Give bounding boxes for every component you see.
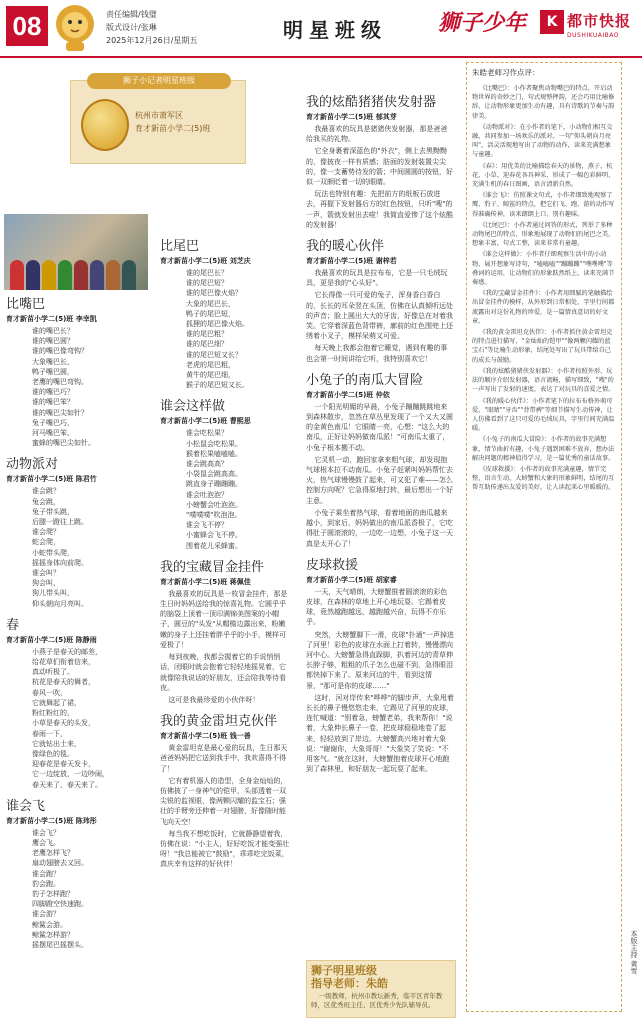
poem-line: 杭花是春天的舞者，	[32, 678, 95, 687]
logo-english: DUSHIKUAIBAO	[567, 32, 619, 39]
poem-line: 它就钻出土来，	[32, 739, 81, 748]
poem-line: 谁会跳高高？	[186, 460, 228, 469]
teacher-comments	[466, 62, 622, 1012]
poem-line: 鸭子嘴巴圆，	[32, 367, 74, 376]
article-paragraph: 一个阳光明媚的早晨，小兔子蹦蹦跳跳地来到森林散步，忽然在草丛里发现了一个又大又圆的金黄色南瓜！它眼睛一亮，心想："这么大的南瓜，正好让妈妈做南瓜派！"可南瓜太重了，小兔子根本搬不动。	[306, 402, 453, 452]
poem-line: 谁的尾巴长？	[186, 269, 228, 277]
comment-paragraph: 《我的炫酷猪猪侠发射器》：小作者按照外形、玩法的顺序介绍发射器，语言流畅，描写细致，"嗖"的一声写出了发射的速度，表达了对玩具的喜爱之情。	[472, 367, 615, 394]
article	[6, 617, 148, 790]
poem-line: 谁的嘴巴尖如针？	[32, 408, 88, 417]
article-paragraph: 我最喜欢的玩具是猪猪侠发射器，那是爸爸给我买的礼物。	[306, 125, 448, 144]
poem-line: 老虎的尾巴粗，	[186, 360, 235, 369]
column-2	[160, 238, 292, 878]
poem-line: 猴着松果嗑嗑嗑。	[186, 449, 242, 458]
banner-tab: 狮子小记者明星班级	[87, 73, 231, 89]
poem-line: 猴子的尾巴短又长。	[186, 381, 249, 390]
poem-line: 蛇会爬，	[32, 538, 60, 547]
comment-paragraph: 《小兔子的南瓜大冒险》：小作者的故事充满想象，情节曲折有趣，小兔子遇到困难不放弃，想办法解决问题的精神值得学习，是一篇优秀的童话故事。	[472, 436, 615, 462]
poem-line: 小蜜蜂会飞不停。	[186, 531, 242, 540]
page-number: 08	[6, 6, 48, 46]
lion-mascot-icon	[52, 2, 98, 52]
poem-line: 谁会吐泡泡？	[186, 490, 228, 499]
logo-mark: K	[540, 10, 564, 34]
poem-line: 狗儿带头叫，	[32, 589, 74, 598]
article-author: 育才新苗小学二(5)班 胡家睿	[306, 575, 397, 584]
brand-script: 狮子少年	[438, 10, 527, 36]
poem-line: 春风一吹，	[32, 688, 67, 697]
editor-name: 责任编辑/钱璧	[106, 10, 157, 19]
poem-line: 兔子带头跳，	[32, 507, 74, 516]
article	[306, 238, 454, 364]
article	[6, 296, 148, 448]
poem-line: 小螃蟹会吐泡泡。	[186, 500, 242, 509]
poem-line: 老鹰怎样飞？	[32, 849, 74, 858]
poem-line: 粉红粉红的，	[32, 709, 74, 718]
class-banner	[70, 76, 246, 164]
poem-line: 老鹰的嘴巴弯钩。	[32, 378, 88, 387]
editor-info	[106, 8, 197, 47]
section-title: 明星班级	[283, 18, 387, 42]
article-author: 育才新苗小学二(5)班 谢梓若	[306, 257, 397, 266]
article-title: 我的炫酷猪猪侠发射器	[306, 95, 437, 110]
poem-line: 谁会飞？	[32, 828, 60, 837]
poem-line: 摇摇身体向前爬。	[32, 558, 88, 567]
poem-line: 豹会跑。	[32, 879, 60, 888]
article-title: 谁会飞	[6, 798, 46, 814]
poem-line: "噗噗噗"吹泡泡。	[186, 511, 242, 520]
poem-line: 仰头朝向月亮叫。	[32, 599, 88, 608]
designer-name: 版式设计/张琳	[106, 23, 157, 32]
comment-paragraph: 《比尾巴》：小作者通过问答的形式，列举了多种动物尾巴的特点，形象地展现了动物们的尾巴之美，想象丰富，句式工整，读来非常有童趣。	[472, 221, 615, 248]
poem-line: 鸭子的尾巴短，	[186, 309, 235, 318]
poem-line: 春雨一下，	[32, 729, 67, 738]
poem-line: 大象嘴巴长，	[32, 357, 74, 366]
poem-line: 谁的尾巴像火焰？	[186, 289, 242, 298]
poem-line: 谁会爬？	[32, 528, 60, 537]
comment-paragraph: 《我的宝藏冒金挂件》：小作者用细腻的笔触描绘出冒金挂件的模样，从外形到日常相处，字里行间都流露出对这份礼物的珍爱，是一篇情真意切的好文章。	[472, 290, 615, 325]
comment-paragraph: 《春》：用优美的比喻描绘春天的景物，燕子、杭花、小草、迎春花各具神采，形成了一幅色彩鲜明、充满生机的春日图画，语言清新自然。	[472, 162, 615, 189]
poem-line: 兔子嘴巴巧，	[32, 418, 74, 427]
article-paragraph: 每当我不想吃饭时，它就静静望着我，仿佛在说："小主人，好好吃饭才能变强壮呀！"我总能被它"鼓励"，乖乖吃完饭菜，真庆幸有这样的好伙伴！	[160, 829, 290, 869]
poem-line: 河马嘴巴笨，	[32, 429, 74, 438]
article-author: 育才新苗小学二(5)班 陈君竹	[6, 475, 97, 484]
article-paragraph: 黄金雷坦克是最心爱的玩具，生日那天爸爸妈妈把它送到我手中，我欢喜得不得了！	[160, 744, 288, 773]
article-paragraph: 这可是我最珍爱的小伙伴呀！	[168, 695, 260, 704]
poem-line: 围着花儿采蜂蜜。	[186, 541, 242, 550]
article-author: 育才新苗小学二(5)班 李幸凯	[6, 315, 97, 323]
poem-line: 鲸鲨会游。	[32, 920, 67, 929]
article-author: 育才新苗小学二(5)班 郁其芽	[306, 113, 397, 121]
issue-date: 2025年12月26日/星期五	[106, 36, 198, 45]
poem-line: 它一边绽放，一边吵闹，	[32, 770, 109, 779]
article-paragraph: 突然，大螃蟹脚下一滑，皮球"扑通"一声掉进了河里！彩色的皮球在水面上打着转，慢慢漂向河中心。大螃蟹急得直跺脚，扒着河边的青草伸长脖子够，粗粗的爪子怎么也碰不到，急得眼泪都快掉下来了。原来河边的牛，看到这情景，"那可是你的皮球……"	[306, 630, 454, 690]
banner-district: 杭州市萧军区	[135, 111, 183, 120]
article-paragraph: 每天晚上我都会抱着它睡觉，遇到有趣的事也会第一时间讲给它听，我特别喜欢它！	[306, 344, 448, 363]
poem-line: 鹰会飞。	[32, 838, 60, 847]
article-paragraph: 一天，天气晴朗，大螃蟹推着圆滚滚的彩色皮球，在森林的草地上开心地玩耍。它踢着皮球，竟然越跑越远，越跑越兴奋，玩得不亦乐乎。	[306, 587, 448, 627]
poem-line: 谁的嘴巴像弯钩？	[32, 347, 88, 356]
column-1	[6, 296, 148, 958]
comment-paragraph: 《动物派对》：在小作者的笔下，小动物们相互交融，共同参加一场欢乐的派对。一句"仰头朝向月亮叫"，活灵活现地写出了动物的动作，读来充满想象与童趣。	[472, 123, 613, 159]
poem-line: 谁会游？	[32, 910, 60, 919]
banner-class: 育才新苗小学二(5)班	[135, 124, 211, 133]
article	[6, 456, 148, 608]
article-title: 小兔子的南瓜大冒险	[306, 372, 424, 388]
article-paragraph: 玩法也特别有趣：先把前方的纸板石放进去，再握下发射器后方的红色按钮，只听"嗖"的一声，箭就发射出去啦！我简直爱惨了这个炫酷的发射器！	[306, 190, 453, 229]
article-paragraph: 它灵机一动，跑回家拿来粗气球，却发现抱气球根本拉不动南瓜。小兔子赶紧叫妈妈帮忙去火，热气球慢慢鼓了起来，可又犯了难——怎么控制方向呢？它急得原地打转，最后想出一个好主意。	[306, 455, 453, 505]
poem-line: 小松鼠会吃松果。	[186, 439, 242, 448]
poem-line: 小袋鼠会跳高高。	[186, 470, 242, 479]
poem-line: 豹子怎样跑？	[32, 889, 74, 898]
article-paragraph: 它长得像一只可爱的兔子，浑身香白香白的，长长的耳朵竖在头顶，仿佛在认真倾听远处的声音；脸上圆出大大的牙齿，好像总在对着我笑。它穿着深蓝色背带裤，廓前的红色围兜上还绣着小叉子，模样呆萌又可爱。	[306, 291, 453, 341]
poem-line: 谁的嘴巴笨？	[32, 398, 74, 407]
newspaper-logo	[540, 10, 638, 44]
poem-line: 谁会跳？	[32, 487, 60, 496]
poem-line: 谁的尾巴短？	[186, 279, 228, 288]
article	[6, 798, 148, 950]
article	[306, 372, 454, 549]
comment-paragraph: 《皮球救援》：小作者的故事充满童趣，情节完整，语言生动，大螃蟹和大象的形象鲜明，结尾的互帮互助传递出友爱的美好，让人读起来心里暖暖的。	[472, 465, 615, 492]
article-paragraph: 小兔子乘坐着热气球，看着地面的南瓜越来越小，到家后，妈妈做出的南瓜派香极了，它吃得肚子圆滚滚的，一边吃一边想，小兔子这一天真是太开心了！	[306, 508, 453, 548]
comment-paragraph: 《谁会这样做》：小作者仔细观察生活中的小动物，展开想象写诗句，"嗑嗑嗑""蹦蹦蹦""噗噗噗"等叠词的运用，让动物们的形象跃然纸上，读来充满节奏感。	[472, 251, 615, 287]
article-paragraph: 我最喜欢的玩具是一枚冒金挂件，那是生日时妈妈送给我的惊喜礼物。它圆乎乎的脑袋上顶着一顶印满锦美图案的小帽子，圆豆的"头发"从帽檐边露出来，粉嫩嫩的身子上还挂着胖乎乎的小手，模样可爱极了！	[160, 589, 288, 649]
poem-line: 小草是春天的头发，	[32, 719, 95, 728]
teacher-box	[306, 960, 456, 1018]
poem-line: 黄牛的尾巴细，	[186, 371, 235, 380]
poem-line: 谁会叫？	[32, 569, 60, 578]
page-header	[0, 0, 642, 58]
article-title: 我的黄金雷坦克伙伴	[160, 714, 278, 730]
comment-paragraph: 《比嘴巴》：小作者聚焦动物嘴巴的特点，开启动物世界的奇妙之门，句式规整押韵，还会巧用比喻修辞，让动物形象更加生动有趣，具有诗歌的节奏与韵律美。	[472, 85, 615, 120]
poem-line: 谁的嘴巴长？	[32, 327, 74, 335]
comment-paragraph: 《我的暖心伙伴》：小作者笔下的拉布布格外萌可爱，"眼睛""牙齿""背带裤"等细节描写生动传神，让人仿佛看到了这只可爱的毛绒玩具，字里行间充满温暖。	[472, 397, 615, 433]
article	[160, 559, 292, 705]
poem-line: 兔会跳，	[32, 497, 60, 506]
article-title: 皮球救援	[306, 557, 359, 573]
poem-line: 真动听极了。	[32, 668, 74, 677]
article-title: 我的宝藏冒金挂件	[160, 559, 265, 575]
teacher-heading-line1: 狮子明星班级	[311, 964, 377, 977]
article-author: 育才新苗小学二(5)班 陈静雨	[6, 635, 97, 644]
article-paragraph: 我最喜欢的玩具是拉布布，它是一只毛绒玩具，更是我的"心头好"。	[306, 269, 448, 288]
article-title: 比嘴巴	[6, 297, 46, 312]
article-author: 育才新苗小学二(5)班 曹熙思	[160, 417, 251, 426]
poem-line: 狗会叫，	[32, 579, 60, 588]
poem-line: 谁会飞不停？	[186, 521, 228, 530]
article-title: 动物派对	[6, 457, 59, 473]
logo-chinese: 都市快报	[567, 12, 632, 30]
article-author: 育才新苗小学二(5)班 蒋佩佳	[160, 577, 251, 586]
poem-line: 谁的嘴巴圆？	[32, 337, 74, 346]
article-title: 谁会这样做	[160, 399, 226, 415]
poem-line: 谁的尾巴粗？	[186, 330, 228, 339]
article	[160, 238, 292, 390]
poem-line: 蜜蜂的嘴巴尖如针。	[32, 439, 95, 448]
poem-line: 迎春花是春天发卡，	[32, 760, 95, 769]
poem-line: 它就舞起了裙，	[32, 698, 81, 707]
poem-line: 谁的尾巴细？	[186, 340, 228, 349]
poem-line: 春天来了，春天来了。	[32, 780, 102, 789]
page-credit: 本版主持 黄雪	[630, 930, 638, 975]
poem-line: 谁会吃松果？	[186, 429, 228, 438]
comment-paragraph: 《谁会飞》：仿照课文句式，小作者细致地观察了鹰、豹子、鲸鲨的特点，把它们飞、跑、游的动作写得准确传神，读来朗朗上口，别有趣味。	[472, 192, 615, 218]
comment-paragraph: 《我的黄金雷坦克伙伴》：小作者抓住黄金雷坦克的特点进行描写，"金灿灿的铠甲""像两颗闪耀的蓝宝石"等比喻生动形象，结尾处写出了玩具带给自己的成长与鼓励。	[472, 329, 613, 364]
teacher-heading-line2: 指导老师：朱皓	[311, 977, 388, 990]
poem-line: 谁的尾巴短又长？	[186, 350, 242, 359]
article-author: 育才新苗小学二(5)班 刘芝庆	[160, 257, 251, 265]
poem-line: 大象的尾巴长，	[186, 299, 235, 308]
article-paragraph: 它全身裹着深蓝色的"外衣"，侧上去黑黝黝的，像披夜一样有质感；肪面的发射装置尖尖的，像一支蓄势待发的箭；中间圆圆的按钮，好似一双颇眨着一切的眼睛。	[306, 147, 453, 187]
teacher-bio: 一级教师，杭州市教坛新秀，临平区青年教师，区优秀班主任、区优秀少先队辅导员。	[311, 992, 443, 1009]
poem-line: 鲸鲨怎样游？	[32, 930, 74, 939]
article-paragraph: 这时，河对岸传来"哗哗"的脚步声，大象甩着长长的鼻子慢悠悠走来，它踢见了河里的皮球，连忙喊道："别着急，螃蟹老弟，我来帮你！"说着，大象伸长鼻子一卷，把皮球稳稳地卷了起来，轻轻放到了岸边。大螃蟹高兴地对着大象说："谢谢你，大象哥哥！"大象笑了笑说："不用客气。"就在这时，大螃蟹抱着皮球开心地跑到了森林里，和好朋友一起玩耍了起来。	[306, 693, 454, 774]
banner-text	[135, 109, 210, 135]
teacher-heading	[311, 964, 388, 990]
poem-line: 小蛇带头爬，	[32, 548, 74, 557]
article-title: 比尾巴	[160, 239, 200, 254]
article-author: 育才新苗小学二(5)班 陈玮彤	[6, 816, 97, 825]
poem-line: 后腿一蹬往上跳。	[32, 518, 88, 527]
article-paragraph: 它有着机器人的造型，全身金灿灿的，仿佛披了一身神气的铠甲，头部透着一双尖锐的监视眼，像两颗闪耀的监宝石；强壮的手臂旁还伸着一对翅膀，好像随时能飞向天空！	[160, 776, 288, 826]
medal-icon	[81, 99, 129, 151]
poem-line: 小燕子是春天的邮差，	[32, 647, 102, 656]
comments-title: 朱皓老师习作点评：	[472, 68, 540, 77]
poem-line: 像绿色的毯。	[32, 749, 74, 758]
poem-line: 摇摆尾巴摇摆头。	[32, 940, 88, 949]
article	[306, 557, 454, 775]
article-title: 春	[6, 617, 20, 633]
poem-line: 跳直身子蹦蹦蹦。	[186, 480, 242, 489]
poem-line: 谁会跑？	[32, 869, 60, 878]
poem-line: 谁的嘴巴巧？	[32, 388, 74, 397]
column-3	[306, 94, 454, 782]
article-author: 育才新苗小学二(5)班 仲依	[306, 390, 390, 399]
article-title: 我的暖心伙伴	[306, 239, 385, 255]
article-paragraph: 每到夜晚，我都会握着它的手说悄悄话，闭眼时就会抱着它轻轻地摇晃着，它就像陪我说话的好朋友，还会陪我等待看夜。	[160, 653, 286, 692]
poem-line: 给花草们衔着信来，	[32, 658, 95, 667]
article	[160, 713, 292, 869]
poem-line: 扇动翅膀去又回。	[32, 859, 88, 868]
article-author: 育才新苗小学二(5)班 钱一善	[160, 732, 251, 741]
article	[160, 398, 292, 550]
article	[306, 94, 454, 230]
class-photo	[4, 214, 148, 290]
poem-line: 四脚蹬空快速跑。	[32, 900, 88, 909]
poem-line: 狐狸的尾巴像火焰。	[186, 320, 249, 329]
